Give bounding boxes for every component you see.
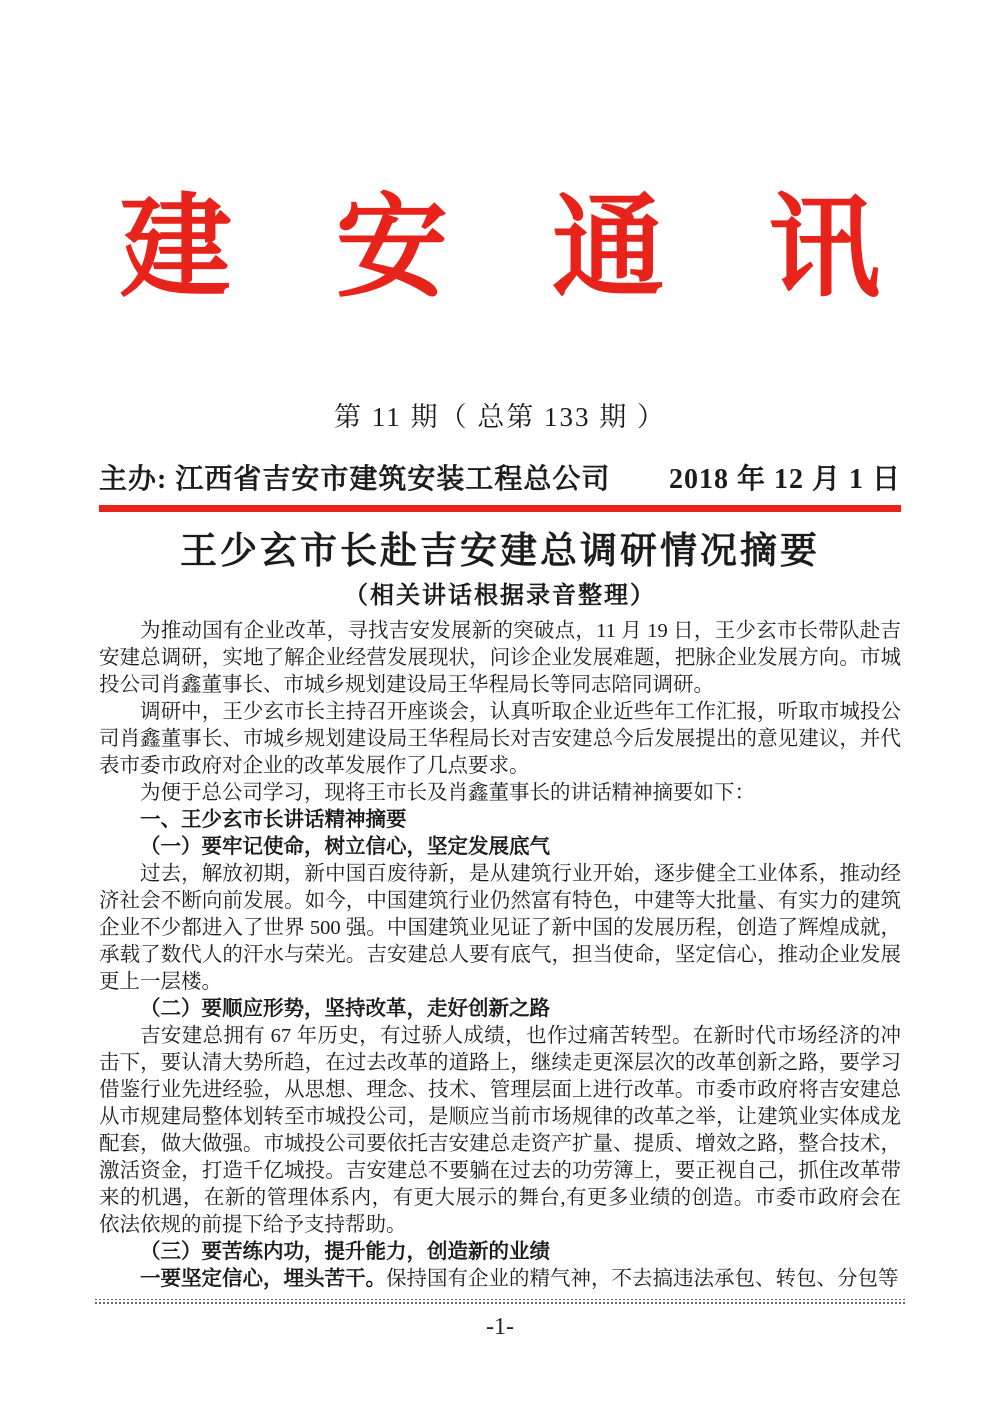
publisher-row <box>99 460 901 500</box>
paragraph-meeting: 调研中，王少玄市长主持召开座谈会，认真听取企业近些年工作汇报，听取市城投公司肖鑫董事长、市城乡规划建设局王华程局长对吉安建总今后发展提出的意见建议，并代表市委市政府对企业的改革发展作了几点要求。 <box>99 701 901 777</box>
subheading-three: （三）要苦练内功，提升能力，创造新的业绩 <box>140 1241 550 1263</box>
paragraph-reform: 吉安建总拥有 67 年历史，有过骄人成绩，也作过痛苦转型。在新时代市场经济的冲击下，要认清大势所趋，在过去改革的道路上，继续走更深层次的改革创新之路，要学习借鉴行业先进经验，从思想、理念、技术、管理层面上进行改革。市委市政府将吉安建总从市规建局整体划转至市城投公司，是顺应当前市场规律的改革之举，让建筑业实体成龙配套，做大做强。市城投公司要依托吉安建总走资产扩量、提质、增效之路，整合技术，激活资金，打造千亿城投。吉安建总不要躺在过去的功劳簿上，要正视自己，抓住改革带来的机遇，在新的管理体系内，有更大展示的舞台,有更多业绩的创造。市委市政府会在依法依规的前提下给予支持帮助。 <box>99 1025 901 1236</box>
publisher-label: 主办: 江西省吉安市建筑安装工程总公司 <box>99 464 611 495</box>
masthead <box>99 0 919 320</box>
article-subtitle: （相关讲话根据录音整理） <box>344 583 656 609</box>
paragraph-history: 过去，解放初期，新中国百废待新，是从建筑行业开始，逐步健全工业体系，推动经济社会不断向前发展。如今，中国建筑行业仍然富有特色，中建等大批量、有实力的建筑企业不少都进入了世界 500 强。中国建筑业见证了新中国的发展历程，创造了辉煌成就，承载了数代人的汗水与荣光。吉安建总人要有底气，担当使命，坚定信心，推动企业发展更上一层楼。 <box>99 863 901 993</box>
paragraph-intro: 为推动国有企业改革，寻找吉安发展新的突破点，11 月 19 日，王少玄市长带队赴吉安建总调研，实地了解企业经营发展现状，问诊企业发展难题，把脉企业发展方向。市城投公司肖鑫董事长、市城乡规划建设局王华程局长等同志陪同调研。 <box>99 620 901 696</box>
section-heading-mayor-speech: 一、王少玄市长讲话精神摘要 <box>140 809 407 831</box>
red-divider-rule <box>99 505 901 512</box>
footer-checkered-rule <box>95 1299 905 1304</box>
page-number: -1- <box>486 1314 514 1340</box>
paragraph-last-rest: 保持国有企业的精气神，不去搞违法承包、转包、分包等 <box>386 1268 899 1290</box>
paragraph-summary-note: 为便于总公司学习，现将王市长及肖鑫董事长的讲话精神摘要如下： <box>140 782 755 804</box>
paragraph-last <box>99 1266 901 1293</box>
paragraph-last-lead: 一要坚定信心，埋头苦干。 <box>140 1268 386 1290</box>
article-body <box>99 618 901 1293</box>
subheading-two: （二）要顺应形势，坚持改革，走好创新之路 <box>140 998 550 1020</box>
issue-line: 第 11 期（ 总第 133 期 ） <box>334 402 666 432</box>
masthead-title: 建 安 通 讯 <box>119 187 919 311</box>
article-title: 王少玄市长赴吉安建总调研情况摘要 <box>180 531 820 572</box>
subheading-one: （一）要牢记使命，树立信心，坚定发展底气 <box>140 836 550 858</box>
publish-date: 2018 年 12 月 1 日 <box>668 464 901 495</box>
